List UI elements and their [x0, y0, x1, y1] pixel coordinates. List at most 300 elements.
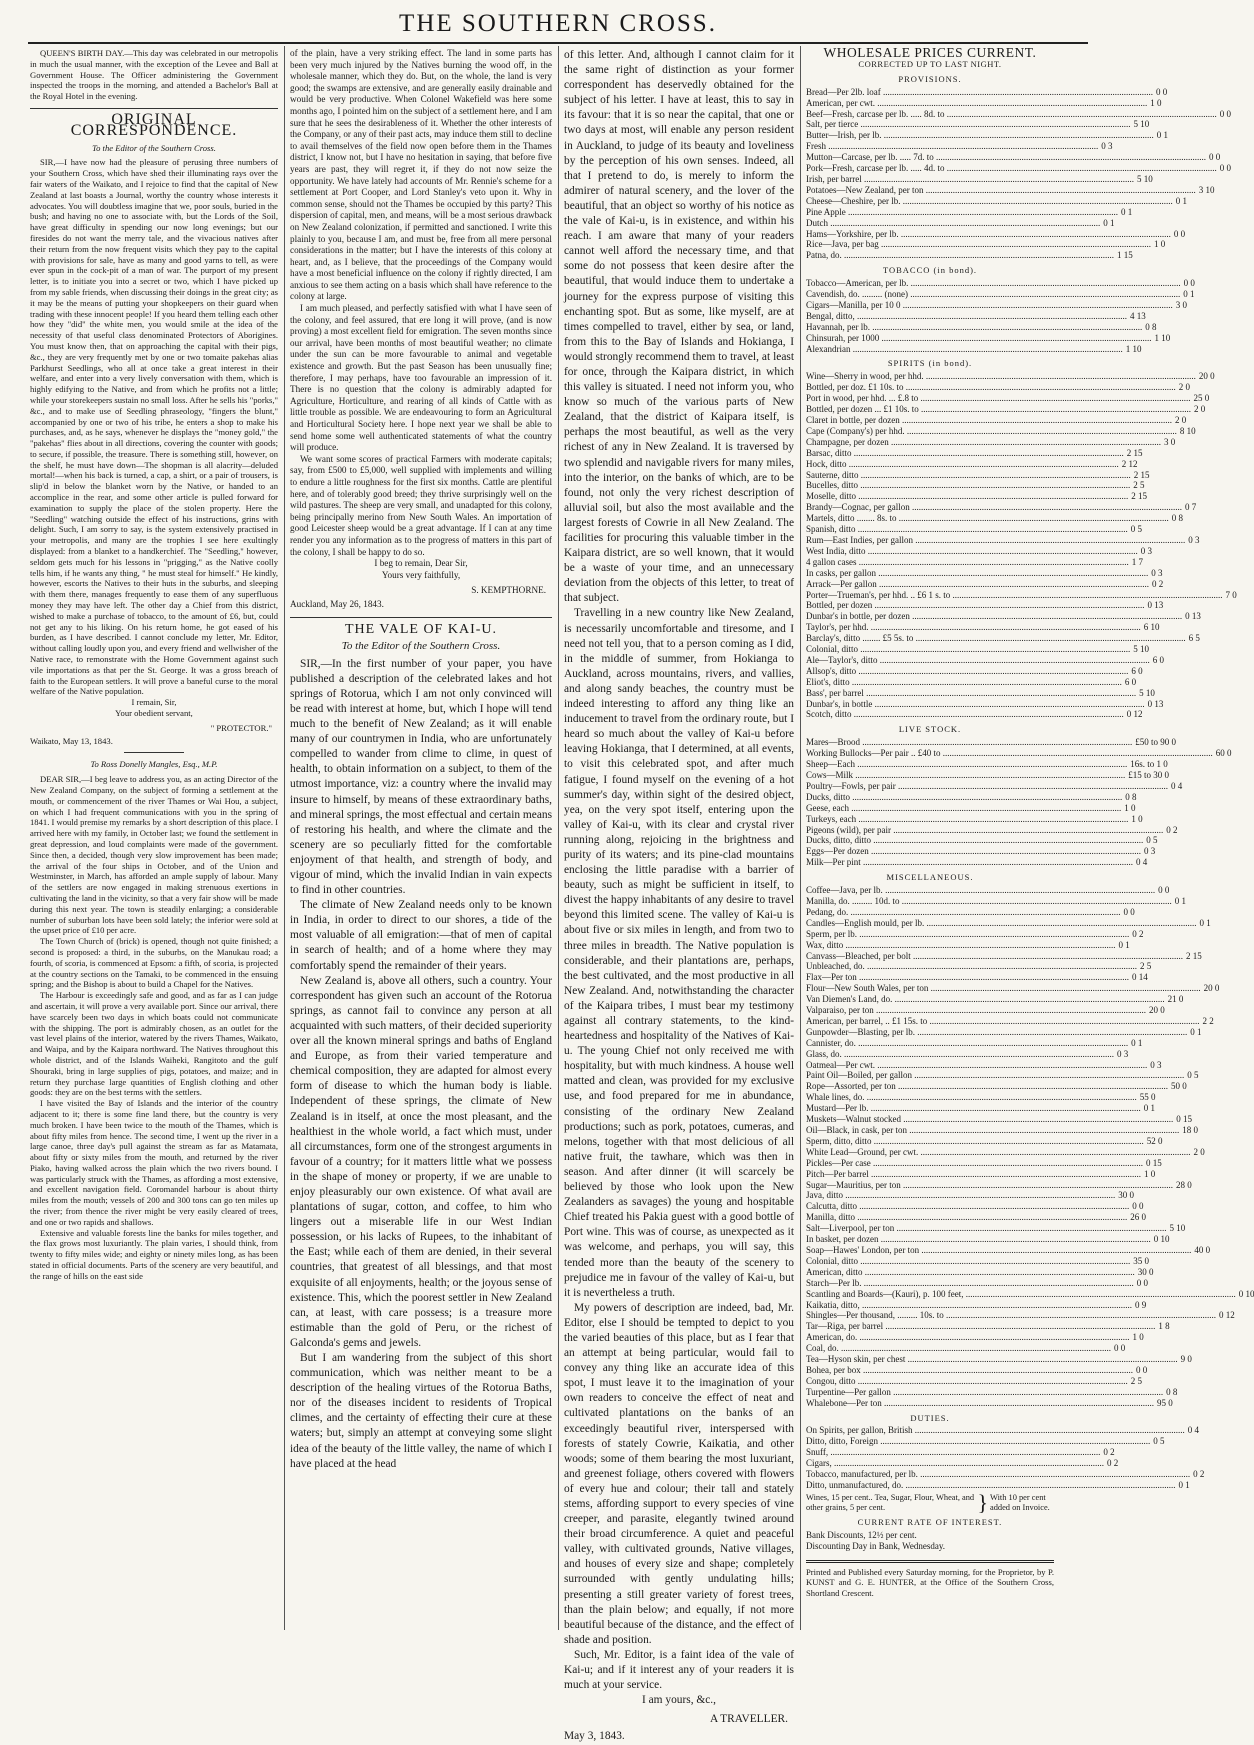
price-item-name: Butter—Irish, per lb. .....	[806, 130, 1154, 141]
price-row	[806, 1288, 1254, 1300]
price-value: 0 0	[1135, 1364, 1148, 1375]
separator	[124, 752, 184, 753]
price-row	[806, 1026, 1202, 1038]
price-row	[806, 1048, 1129, 1060]
price-item-name: Bengal, ditto, .....	[806, 311, 1127, 322]
price-item-name: Port in wood, per hhd. ... £.8 to .....	[806, 393, 1191, 404]
price-item-name: In casks, per gallon .....	[806, 568, 1148, 579]
price-row	[806, 791, 1137, 803]
duties-note-left: Wines, 15 per cent.. Tea, Sugar, Flour, Wheat, and other grains, 5 per cent.	[806, 1492, 975, 1512]
price-value: 0 1	[1118, 939, 1130, 950]
separator	[290, 617, 552, 618]
interest-title: CURRENT RATE OF INTEREST.	[857, 1516, 1003, 1527]
price-item-name: Muskets—Walnut stocked .....	[806, 1114, 1173, 1125]
price-category: DUTIES.	[910, 1412, 950, 1423]
price-value: 6 10	[1143, 622, 1160, 633]
column-3	[564, 48, 794, 1743]
price-row	[806, 502, 1197, 513]
price-row	[806, 1059, 1162, 1071]
price-value: 5 10	[1133, 119, 1150, 130]
vale-letter	[290, 657, 552, 1472]
price-item-name: Wine—Sherry in wood, per hhd. .....	[806, 371, 1196, 382]
price-item-name: Bohea, per box .....	[806, 1365, 1133, 1376]
price-row	[806, 906, 1135, 918]
price-value: 0 10	[1153, 1234, 1170, 1245]
mangles-letter-paragraph: The Harbour is exceedingly safe and good, and as far as I can judge and ascertain, it will prove a very available port. Since our arrival, there have scarcely been two days in which boats could not communicate with the shipping. The port is admirably chosen, as an outlet for the vast level plains of the interior, watered by the rivers Thames, Waikato, and Waipa, and by the Kaipara northward. The Natives throughout this whole district, and of the Islands Waiheki, Rangitoto and the gulf Shouraki, bring in large supplies of pigs, potatoes, and maize; and in return they purchase large quantities of English clothing and other goods: they are on the best terms with the settlers.	[30, 990, 278, 1098]
queens-birthday-paragraph: QUEEN'S BIRTH DAY.—This day was celebrated in our metropolis in much the usual manner, with the exception of the Levee and Ball at Government House. The Officer administering the Government inspected the troops in the morning, and attended a Bachelor's Ball at the Royal Hotel in the evening.	[30, 48, 278, 102]
price-value: 0 1	[1121, 206, 1133, 217]
price-row	[806, 371, 1215, 382]
price-item-name: Salt, per tierce .....	[806, 119, 1130, 130]
price-category: SPIRITS (in bond).	[887, 358, 973, 369]
price-item-name: Spanish, ditto .....	[806, 524, 1128, 535]
price-item-name: Glass, do. .....	[806, 1049, 1114, 1060]
price-row	[806, 480, 1145, 491]
price-value: 0 15	[1176, 1114, 1193, 1125]
price-row	[806, 163, 1231, 174]
price-item-name: Cheese—Cheshire, per lb. .....	[806, 196, 1173, 207]
price-value: 5 10	[1139, 687, 1155, 698]
price-value: 3 0	[1175, 299, 1187, 310]
price-value: 0 0	[1173, 228, 1186, 239]
price-value: 2 12	[1121, 458, 1138, 469]
vale-paragraph: SIR,—In the first number of your paper, you have published a description of the celebrated lakes and hot springs of Rotorua, which I am not only convinced will be read with interest at home, but, which I hope will tend much to the benefit of New Zealand; as it will enable many of our countrymen in India, who are unfortunately compelled to wander from clime to clime, in quest of health, to obtain information on a subject, to them of the utmost importance, viz: a country where the invalid may insure to himself, by means of these extraordinary baths, and mineral springs, the most effectual and certain means of restoring his health, and where the climate and the scenery are so peculiarly fitted for the comfortable enjoyment of that health, and strength of body, and vigour of mind, which the invalid Indian in vain expects to find in other countries.	[290, 657, 553, 897]
price-row	[806, 665, 1143, 677]
prices-table	[806, 73, 1254, 1491]
to-ross-mangles-line: To Ross Donelly Mangles, Esq., M.P.	[90, 759, 218, 770]
price-row	[806, 152, 1221, 163]
price-item-name: Milk—Per pint .....	[806, 857, 1133, 868]
price-value: 0 15	[1145, 1157, 1162, 1168]
vale-paragraph: The climate of New Zealand needs only to be known in India, in order to direct to our shores, a tide of the most valuable of all emigration:—that of men of capital in search of health; and of a home where they may comfortably spend the remainder of their years.	[290, 899, 552, 972]
price-item-name: Congou, ditto .....	[806, 1376, 1128, 1387]
price-value: 0 13	[1147, 698, 1164, 709]
price-value: 28 0	[1176, 1179, 1192, 1190]
price-row	[806, 611, 1201, 622]
price-row	[806, 458, 1138, 470]
price-value: 0 12	[1219, 1310, 1235, 1321]
price-item-name: Poultry—Fowls, per pair .....	[806, 781, 1168, 792]
price-item-name: Sheep—Each .....	[806, 759, 1127, 770]
price-row	[806, 644, 1150, 655]
price-item-name: Salt—Liverpool, per ton .....	[806, 1223, 1166, 1234]
price-row	[806, 173, 1153, 185]
price-value: 20 0	[1198, 371, 1215, 382]
price-value: 0 8	[1125, 791, 1137, 802]
prices-subtitle: CORRECTED UP TO LAST NIGHT.	[858, 58, 1002, 69]
price-item-name: Barclay's, ditto ........ £5 5s. to .....	[806, 633, 1186, 644]
price-item-name: Claret in bottle, per dozen .....	[806, 415, 1172, 426]
printer-imprint: Printed and Published every Saturday morning, for the Proprietor, by P. KUNST and G. E. HUNTER, at the Office of the Southern Cross, Shortland Crescent.	[806, 1560, 1054, 1599]
closing-remain: I beg to remain, Dear Sir,	[374, 558, 468, 569]
price-item-name: Scotch, ditto .....	[806, 709, 1124, 720]
price-item-name: Bottled, per dozen .....	[806, 600, 1144, 611]
price-value: 1 0	[1143, 1168, 1156, 1179]
price-value: 1 8	[1158, 1321, 1170, 1332]
price-row	[806, 737, 1177, 748]
column-2	[290, 48, 552, 1633]
price-row	[806, 1070, 1199, 1081]
price-row	[806, 1114, 1193, 1125]
mangles-letter-paragraph: Extensive and valuable forests line the banks for miles together, and the flax grows most luxuriantly. The plain varies, I should think, from twenty to fifty miles wide; and eighty or ninety miles long, as has been stated in official documents. Parts of the scenery are very beautiful, and the range of hills on the east side	[30, 1227, 278, 1281]
price-row	[806, 895, 1186, 907]
price-item-name: Cows—Milk .....	[806, 770, 1125, 781]
price-row	[806, 1255, 1150, 1267]
price-item-name: Brandy—Cognac, per gallon .....	[806, 502, 1182, 513]
price-item-name: Rice—Java, per bag .....	[806, 239, 1151, 250]
price-row	[806, 709, 1143, 720]
price-item-name: Cigars—Manilla, per 10 0 .....	[806, 300, 1173, 311]
price-value: 2 5	[1130, 1375, 1143, 1386]
price-item-name: Allsop's, ditto .....	[806, 666, 1128, 677]
price-item-name: Scantling and Boards—(Kauri), p. 100 feet, .....	[806, 1289, 1236, 1300]
closing-faithfully: Yours very faithfully,	[381, 569, 461, 580]
price-item-name: Flax—Per ton .....	[806, 972, 1129, 983]
price-item-name: Champagne, per dozen .....	[806, 437, 1161, 448]
price-item-name: Valparaiso, per ton .....	[806, 1005, 1146, 1016]
price-item-name: Pork—Fresh, carcase per lb. ..... 4d. to .....	[806, 163, 1217, 174]
price-value: 0 0	[1132, 1201, 1144, 1212]
price-value: 3 0	[1163, 436, 1176, 447]
price-item-name: Barsac, ditto .....	[806, 448, 1124, 459]
price-value: 2 0	[1193, 404, 1206, 415]
price-item-name: Mares—Brood .....	[806, 737, 1132, 748]
price-row	[806, 802, 1136, 814]
price-item-name: Calcutta, ditto .....	[806, 1201, 1129, 1212]
price-item-name: Paint Oil—Boiled, per gallon .....	[806, 1070, 1184, 1081]
price-value: 0 1	[1174, 895, 1186, 906]
price-row	[806, 195, 1187, 207]
price-row	[806, 1015, 1214, 1027]
price-row	[806, 1277, 1148, 1289]
price-row	[806, 382, 1190, 393]
price-value: 4 13	[1130, 310, 1146, 321]
column-4	[806, 45, 1254, 1633]
price-row	[806, 654, 1164, 666]
price-value: 30 0	[1137, 1266, 1154, 1277]
price-value: 0 5	[1146, 835, 1158, 846]
price-row	[806, 556, 1143, 568]
price-value: 0 3	[1101, 141, 1113, 152]
price-row	[806, 676, 1137, 688]
protector-letter: SIR,—I have now had the pleasure of perusing three numbers of your Southern Cross, which have shed their illuminating rays over the fair waters of the Waikato, and I rejoice to find that the capital of New Zealand at last boasts a Journal, worthy the country whose interests it advocates. You will doubtless imagine that we, poor souls, buried in the bush; and having no one to associate with, but the Lords of the Soil, have great difficulty in spending our now long evenings; but our firesides do not want the merry tale, and the vivacious natives after their return from the now frequent visits which they pay to the capital with provisions for sale, have as many and good yarns to tell, as were ever spun in the cock-pit of a man of war. The purport of my present letter, is to initiate you into a secret or two, which I have picked up from my sable friends, when discussing their doings in the great city; as it may be the means of putting your shopkeepers on their guard when trading with these innocent people! If you heard them telling each other how they "did" the white men, you would smile at the idea of the necessity of that useful class denominated Protectors of Aborigines. You must know then, that on approaching the capital with their pigs, &c., they are very frequently met by one or two tomaite pakehas alias Parkhurst Seedlings, who all at once take a great interest in their welfare, and enter into a very lively conversation with them, which is highly edifying to the Native, and from which he profits not a little; while your storekeepers sustain no small loss. After he sells his "porks," &c., and to make use of Seedling phraseology, "fingers the blunt," accompanied by one or two of his tribe, he enters a shop to make his purchases, and, as he says, whenever he displays the "money gold," the "pakehas" flies about in all directions, covering the counter with goods; to secure, if possible, the treasure. There is something still, however, on the shelf, he must have down—The shopman is all alacrity—deluded mortal!—when his back is turned, a cap, a shirt, or a pair of trousers, is slip'd in below the blanket worn by the Native, or handed to an accomplice in the rear, and some other article is pulled forward for examination to supply the place of the stolen property. Here the "Seedling" watching outside the effect of his instructions, grins with delight. Such, I am sorry to say, is the system extensively practised in your metropolis, and many are the trophies I see here exultingly displayed: from a blanket to a handkerchief. The "Seedling," however, seldom gets much for his lessons in "prigging," as the Native coolly tells him, if he wants any thing, " he must steal for himself." He kindly, however, escorts the Natives to their huts in the suburbs, and sleeping with them there, manages frequently to ease them of any superfluous money they may have left. The other day a Chief from this district, wished to make a purchase of tobacco, to the amount of £6, but, could not get any to his liking. On his return home, he got eased of his burden, as I have described. I cannot conclude my letter, Mr. Editor, without calling loudly upon you, and every friend and wellwisher of the Native race, to remonstrate with the Home Government against such vile importations as that per the St. George. It was a gross breach of faith to the European settlers. It will prove a baneful curse to the moral welfare of the Native population.	[30, 157, 278, 697]
price-row	[806, 289, 1195, 300]
signature-kempthorne: S. KEMPTHORNE.	[471, 585, 546, 596]
price-item-name: Canvass—Bleached, per bolt .....	[806, 951, 1183, 962]
price-value: £50 to 90 0	[1135, 737, 1177, 748]
price-category: TOBACCO (in bond).	[882, 265, 978, 276]
price-item-name: Java, ditto .....	[806, 1190, 1115, 1201]
price-item-name: Dunbar's, in bottle .....	[806, 699, 1145, 710]
mangles-letter-continued: We want some scores of practical Farmers with moderate capitals; say, from £500 to £5,000, well supplied with implements and willing to endure a little roughness for the first six months. Cattle are plentiful here, and of tolerably good breed; they thrive surprisingly well on the wild pastures. The sheep are very small, and unadapted for this colony, being principally merino from New South Wales. An importation of good Leicester sheep would be a great advantage. If I can at any time render you any information as to the progress of matters in this part of the colony, I shall be happy to do so.	[290, 453, 552, 557]
signature-traveller: A TRAVELLER.	[709, 1713, 788, 1726]
price-row	[806, 961, 1152, 972]
price-value: 50 0	[1171, 1081, 1187, 1092]
vale-paragraph-continued: Such, Mr. Editor, is a faint idea of the vale of Kai-u; and if it interest any of your readers it is much at your service.	[564, 1648, 794, 1692]
price-row	[806, 835, 1158, 846]
price-item-name: Pigeons (wild), per pair .....	[806, 825, 1163, 836]
price-row	[806, 1092, 1156, 1103]
price-value: 2 0	[1193, 1146, 1205, 1157]
vale-paragraph-continued: My powers of description are indeed, bad, Mr. Editor, else I should be tempted to depict to you the varied beauties of this place, but as I fear that an attempt at being particular, would fail to convey any thing like an accurate idea of this spot, I must leave it to the imagination of your own readers to conceive the effect of neat and cultivated plantations on the banks of an exceedingly beautiful river, interspersed with forests of stately Cowrie, Kaikatia, and other woods; some of them bearing the most luxuriant, and greenest foliage, others covered with flowers of every hue and colour; their tall and stately stems, affording support to every species of vine creeper, and parasite, elegantly twined around their broad circumference. A quiet and peaceful valley, with cultivated grounds, Native villages, and houses of every size and shape; completely surrounded with gently undulating hills; presenting a still greater variety of forest trees, than the plain below; and equally, if not more beautiful because of the distance, and the effect of shade and position.	[564, 1301, 794, 1646]
price-value: 2 5	[1139, 961, 1152, 972]
price-item-name: On Spirits, per gallon, British .....	[806, 1425, 1185, 1436]
vale-paragraph: But I am wandering from the subject of this short communication, which was neither meant to be a description of the healing virtues of the Rotorua Baths, nor of the diseases incident to residents of Tropical climes, and the certainty of effecting their cure at these waters; but, simply an attempt at conveying some slight idea of the beauty of the little valley, the name of which I have placed at the head	[290, 1352, 552, 1470]
price-row	[806, 633, 1200, 644]
to-editor-line: To the Editor of the Southern Cross.	[92, 142, 216, 153]
price-row	[806, 332, 1171, 344]
price-value: 55 0	[1139, 1092, 1156, 1103]
price-value: 0 7	[1184, 502, 1197, 513]
price-row	[806, 206, 1133, 218]
to-editor-line: To the Editor of the Southern Cross.	[341, 640, 501, 653]
price-row	[806, 1212, 1146, 1223]
price-row	[806, 824, 1178, 836]
price-value: 2 0	[1178, 382, 1190, 393]
price-row	[806, 600, 1164, 611]
price-row	[806, 1179, 1192, 1191]
price-value: 0 8	[1145, 321, 1157, 332]
price-row	[806, 748, 1232, 759]
price-row	[806, 1168, 1156, 1180]
price-row	[806, 770, 1170, 781]
column-1	[30, 48, 278, 1628]
price-row	[806, 1146, 1205, 1158]
price-row	[806, 1234, 1170, 1245]
price-value: 2 15	[1185, 950, 1202, 961]
price-item-name: Tobacco, manufactured, per lb. .....	[806, 1469, 1190, 1480]
price-item-name: Snuff, .....	[806, 1447, 1100, 1458]
price-row	[806, 1436, 1165, 1447]
price-value: 3 10	[1198, 184, 1215, 195]
price-item-name: Rope—Assorted, per ton .....	[806, 1081, 1168, 1092]
price-value: 0 0	[1219, 163, 1231, 174]
price-item-name: Van Diemen's Land, do. .....	[806, 994, 1165, 1005]
price-item-name: Ducks, ditto, ditto .....	[806, 835, 1143, 846]
price-item-name: Tobacco—American, per lb. .....	[806, 278, 1181, 289]
price-item-name: Mutton—Carcase, per lb. ..... 7d. to .....	[806, 152, 1206, 163]
price-value: 1 15	[1117, 250, 1133, 261]
closing-yours: I am yours, &c.,	[641, 1694, 717, 1707]
price-item-name: Dutch .....	[806, 218, 1100, 229]
price-row	[806, 885, 1170, 896]
price-item-name: Porter—Trueman's, per hhd. .. £6 1 s. to .....	[806, 590, 1223, 601]
price-value: 9 0	[1180, 1354, 1192, 1365]
price-item-name: Cannister, do. .....	[806, 1038, 1128, 1049]
price-item-name: Soap—Hawes' London, per ton .....	[806, 1245, 1191, 1256]
price-value: 0 3	[1140, 545, 1153, 556]
price-value: 0 1	[1190, 1026, 1202, 1037]
price-row	[806, 1125, 1198, 1136]
price-row	[806, 1310, 1235, 1321]
price-row	[806, 321, 1157, 333]
price-item-name: American, ditto .....	[806, 1267, 1135, 1278]
price-row	[806, 1037, 1143, 1049]
price-value: 0 3	[1117, 1048, 1129, 1059]
price-item-name: Turpentine—Per gallon .....	[806, 1387, 1163, 1398]
price-value: 0 13	[1147, 600, 1164, 611]
mangles-letter-continued: of the plain, have a very striking effect. The land in some parts has been very much injured by the Natives burning the wood off, in the wholesale manner, which they do. But, on the whole, the land is very good; the swamps are extensive, and are generally easily drainable and would be very productive. When Colonel Wakefield was here some months ago, I pointed him on the subject of a settlement here, and I am sure that he sees the desirableness of it. Whether the other interests of the Company, or any of their past acts, may induce them still to decline to avail themselves of the field now open before them in the Thames district, I know not, but I have no hesitation in saying, that before five years are past, they will regret it, if they do not now seize the opportunity. We have lately had accounts of Mr. Rennie's scheme for a settlement at Port Cooper, and Lord Stanley's veto upon it. Why in common sense, should not the Thames be occupied by this party? This dispersion of capital, men, and means, will be a most serious drawback on New Zealand colonization, if permitted and sanctioned. I write this plainly to you, because I am, and must be, free from all mere personal considerations in the matter; but I have the interests of this colony at heart, and, as I believe, that the proceedings of the Company would have a most beneficial influence on the colony if rightly directed, I am anxious to see them acting on a basis which shall have reference to the colony at large.	[290, 48, 552, 302]
column-divider	[284, 46, 285, 1630]
price-row	[806, 983, 1220, 994]
price-row	[806, 1157, 1162, 1169]
price-row	[806, 1469, 1205, 1480]
price-item-name: American, per barrel, .. £1 15s. to .....	[806, 1016, 1199, 1027]
price-row	[806, 86, 1168, 98]
bank-discounts: Bank Discounts, 12½ per cent.	[806, 1529, 917, 1540]
price-item-name: Ditto, ditto, Foreign .....	[806, 1436, 1150, 1447]
price-value: 0 2	[1166, 824, 1178, 835]
price-value: 0 14	[1132, 972, 1148, 983]
price-value: 40 0	[1194, 1244, 1211, 1255]
price-row	[806, 1190, 1134, 1201]
price-value: 0 1	[1199, 917, 1211, 928]
price-item-name: Whalebone—Per ton .....	[806, 1398, 1154, 1409]
price-item-name: Taylor's, per hhd. .....	[806, 622, 1141, 633]
price-row	[806, 228, 1186, 240]
price-row	[806, 250, 1133, 261]
price-item-name: Pedang, do. .....	[806, 907, 1121, 918]
price-row	[806, 846, 1156, 857]
price-value: 2 15	[1133, 469, 1150, 480]
mangles-letter-paragraph: I have visited the Bay of Islands and the interior of the country adjacent to it; there is some fine land there, but the country is very much broken. I have been twice to the mouth of the Thames, which is about fifty miles from hence. The second time, I went up the river in a large canoe, three day's pull against the stream as far as Matamata, about fifty or sixty miles from the mouth, and returned by the river Piako, having walked across the plain which the two rivers bound. I was particularly struck with the Thames, as affording a most extensive, and excellent navigation field. Coromandel harbour is about thirty miles from the mouth; vessels of 200 and 300 tons can go ten miles up the river; from thence the river might be very easily cleared of trees, and one or two rapids and shallows.	[30, 1098, 278, 1227]
price-row	[806, 1135, 1163, 1147]
price-item-name: Bread—Per 2lb. loaf .....	[806, 87, 1153, 98]
duties-note-right: With 10 per cent added on Invoice.	[990, 1492, 1050, 1512]
price-value: 0 0	[1208, 152, 1221, 163]
price-value: 0 0	[1114, 1343, 1126, 1354]
price-row	[806, 545, 1153, 557]
price-item-name: Arrack—Per gallon .....	[806, 579, 1149, 590]
price-row	[806, 1321, 1170, 1332]
price-row	[806, 217, 1115, 229]
price-value: 0 5	[1187, 1070, 1199, 1081]
price-item-name: 4 gallon cases .....	[806, 557, 1129, 568]
mangles-letter-paragraph: DEAR SIR,—I beg leave to address you, as an acting Director of the New Zealand Company, on the subject of forming a settlement at the mouth, or commencement of the river Thames or Wai Hou, a subject, on which I had frequent communications with you in the spring of 1841. I would premise my remarks by a short description of this place. I arrived here with my family, in October last; we found the settlement in great depression, and loud complaints were made of the government. Since then, a decided, though very slow improvement has been made; the arrival of the four ships in October, and of the Union and Westminster, in March, has afforded an ample supply of labour. Many of the settlers are now engaged in making strenuous exertions in cultivating the land in the vicinity, so that a very fair show will be made during this next year. The town is steadily enlarging; a considerable number of suburban lots have been sold lately; the inferior were sold at the upset price of £10 per acre.	[30, 774, 278, 936]
price-row	[806, 589, 1237, 601]
price-value: 0 1	[1143, 1103, 1155, 1114]
price-row	[806, 491, 1147, 502]
price-value: 6 0	[1131, 665, 1143, 676]
price-value: 1 0	[1124, 802, 1136, 813]
price-value: 0 0	[1155, 86, 1168, 97]
price-value: 6 0	[1124, 676, 1137, 687]
mangles-letter-paragraph: The Town Church of (brick) is opened, though not quite finished; a second is proposed: a third, in the suburbs, on the Manukau road; a fourth, of scoria, is commenced at Epsom: a fifth, of scoria, is projected at the country sections on the Tamaki, to be commenced in the ensuing spring; and the Bishop is about to build a Chapel for the Natives.	[30, 936, 278, 990]
price-item-name: Oatmeal—Per cwt. .....	[806, 1060, 1147, 1071]
price-row	[806, 1299, 1147, 1311]
price-value: 0 1	[1103, 217, 1115, 228]
price-row	[806, 130, 1168, 141]
price-value: 26 0	[1130, 1212, 1146, 1223]
price-value: 8 10	[1179, 425, 1196, 436]
price-value: 0 3	[1151, 567, 1163, 578]
price-row	[806, 393, 1210, 404]
price-row	[806, 1425, 1199, 1436]
price-value: 1 0	[1153, 239, 1166, 250]
price-value: 60 0	[1215, 748, 1232, 759]
price-item-name: Whale lines, do. .....	[806, 1092, 1137, 1103]
price-item-name: Candles—English mould, per lb. .....	[806, 918, 1197, 929]
price-row	[806, 1397, 1173, 1409]
price-item-name: Kaikatia, ditto, .....	[806, 1300, 1132, 1311]
price-row	[806, 1081, 1187, 1092]
price-item-name: Manilla, do. ......... 10d. to .....	[806, 896, 1172, 907]
signature-protector: " PROTECTOR."	[210, 722, 272, 733]
price-value: 1 0	[1131, 813, 1143, 824]
price-item-name: Patna, do. .....	[806, 250, 1114, 261]
price-item-name: Manilla, ditto .....	[806, 1212, 1127, 1223]
price-value: 7 0	[1225, 589, 1237, 600]
price-row	[806, 622, 1160, 633]
price-value: 0 4	[1187, 1425, 1199, 1436]
price-row	[806, 469, 1150, 481]
price-item-name: Bottled, per doz. £1 10s. to .....	[806, 382, 1176, 393]
price-item-name: Ducks, ditto .....	[806, 792, 1122, 803]
price-item-name: Hock, ditto .....	[806, 459, 1119, 470]
price-item-name: Bottled, per dozen ... £1 10s. to .....	[806, 404, 1191, 415]
price-row	[806, 1266, 1154, 1278]
price-row	[806, 425, 1196, 437]
price-value: 5 10	[1133, 644, 1150, 655]
price-row	[806, 928, 1144, 940]
price-row	[806, 567, 1163, 579]
price-value: 30 0	[1118, 1190, 1134, 1201]
price-value: 35 0	[1133, 1255, 1150, 1266]
price-item-name: Irish, per barrel .....	[806, 174, 1134, 185]
closing-remain: I remain, Sir,	[131, 697, 177, 708]
mangles-letter-continued: I am much pleased, and perfectly satisfied with what I have seen of the colony, and feel assured, that ere long it will prove, (and is now proving) a most excellent field for emigration. The seven months since our arrival, have been months of most beautiful weather; no climate under the sun can be more favourable to animal and vegetable existence and growth. But the past Season has been unusually fine; therefore, I may perhaps, have too favourable an impression of it. There is no question that the colony is admirably adapted for Agriculture, Horticulture, and rearing of all kinds of Cattle with as little trouble as possible. We are endeavouring to form an Agricultural and Horticultural Society here. I hope next year we shall be able to send home some well authenticated statements of what the country will produce.	[290, 303, 552, 453]
dateline-auckland: Auckland, May 26, 1843.	[290, 598, 384, 609]
price-item-name: Tar—Riga, per barrel .....	[806, 1321, 1155, 1332]
price-item-name: Sugar—Mauritius, per ton .....	[806, 1180, 1173, 1191]
price-value: 1 7	[1131, 556, 1143, 567]
price-value: 25 0	[1193, 393, 1210, 404]
price-value: 21 0	[1167, 994, 1184, 1005]
price-value: 2 5	[1133, 480, 1145, 491]
prices-title: WHOLESALE PRICES CURRENT.	[823, 45, 1037, 60]
price-item-name: Starch—Per lb. .....	[806, 1278, 1134, 1289]
price-value: 0 8	[1166, 1386, 1178, 1397]
price-item-name: Cigars, .....	[806, 1458, 1104, 1469]
price-value: 0 5	[1153, 1436, 1165, 1447]
price-value: 0 1	[1131, 1037, 1143, 1048]
price-category: PROVISIONS.	[898, 73, 962, 84]
price-item-name: Bass', per barrel .....	[806, 688, 1136, 699]
price-value: 0 3	[1188, 534, 1200, 545]
price-value: 52 0	[1146, 1135, 1163, 1146]
price-item-name: Alexandrian .....	[806, 344, 1123, 355]
masthead	[28, 6, 1088, 42]
price-row	[806, 310, 1146, 322]
price-value: £15 to 30 0	[1128, 770, 1170, 780]
price-row	[806, 534, 1200, 546]
price-row	[806, 1332, 1144, 1343]
price-row	[806, 994, 1184, 1005]
price-value: 0 2	[1193, 1469, 1205, 1480]
price-value: 0 12	[1126, 709, 1143, 720]
price-row	[806, 415, 1187, 426]
price-item-name: Fresh .....	[806, 141, 1098, 152]
price-item-name: Sperm, ditto, ditto .....	[806, 1136, 1144, 1147]
price-value: 0 0	[1123, 906, 1135, 917]
vale-heading: THE VALE OF KAI-U.	[344, 621, 498, 637]
masthead-rule	[28, 42, 1088, 44]
column-divider	[800, 46, 801, 1630]
price-value: 6 5	[1188, 633, 1200, 644]
price-item-name: Working Bullocks—Per pair .. £40 to .....	[806, 748, 1213, 759]
price-value: 1 0	[1132, 1332, 1144, 1343]
column-divider	[558, 46, 559, 1630]
